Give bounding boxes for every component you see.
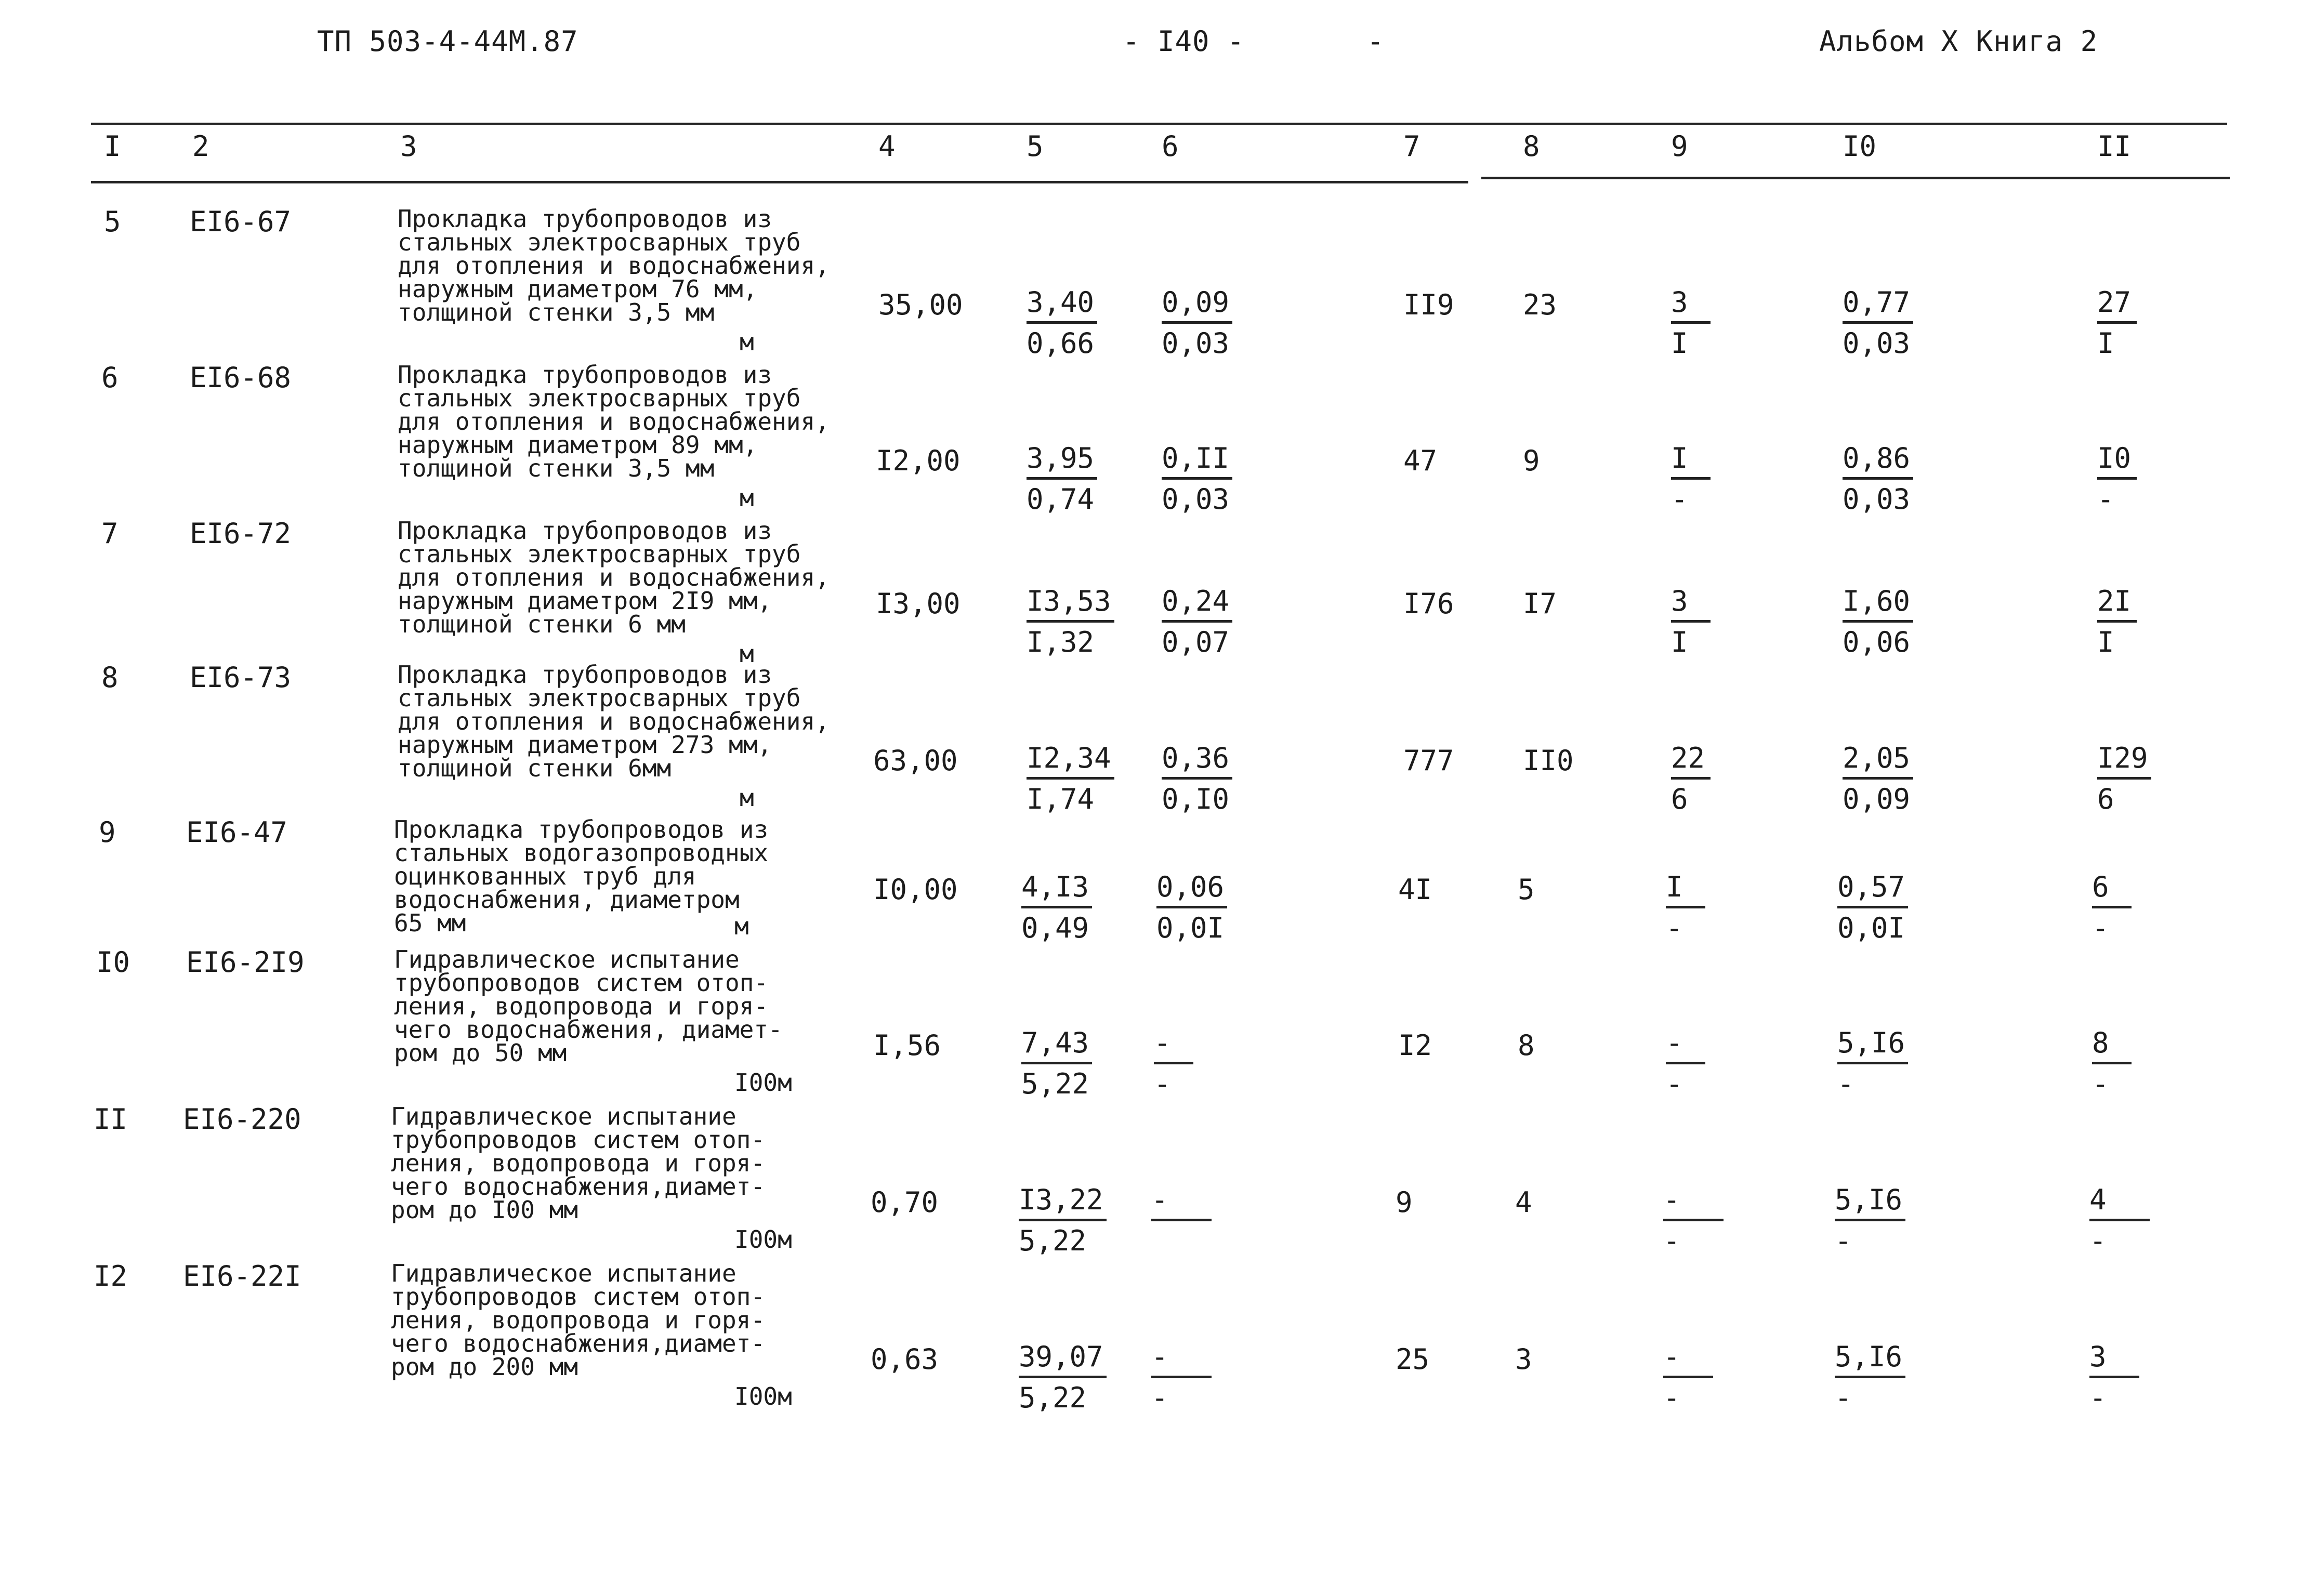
- row-number: I2: [94, 1260, 128, 1292]
- denominator: -: [1671, 483, 1688, 516]
- denominator: 0,74: [1027, 483, 1095, 516]
- row-number: 5: [104, 205, 121, 238]
- denominator: 0,06: [1843, 626, 1911, 658]
- numerator: -: [1666, 1025, 1705, 1064]
- denominator: -: [2092, 1067, 2109, 1100]
- denominator: 0,66: [1027, 327, 1095, 360]
- labor-fraction: [1843, 741, 1913, 817]
- cost-fraction: [1027, 441, 1097, 517]
- numerator: 39,07: [1019, 1339, 1107, 1378]
- denominator: 0,I0: [1162, 783, 1230, 815]
- numerator: 8: [2092, 1025, 2132, 1064]
- numerator: 3: [2089, 1339, 2139, 1378]
- denominator: -: [2092, 912, 2109, 944]
- numerator: 3: [1671, 285, 1711, 324]
- quantity: I3,00: [876, 587, 961, 620]
- denominator: 0,0I: [1156, 912, 1225, 944]
- denominator: 5,22: [1021, 1067, 1089, 1100]
- numerator: 2I: [2097, 584, 2137, 623]
- quantity: 63,00: [873, 744, 958, 777]
- cost-fraction: [1019, 1339, 1107, 1416]
- total-cost: I2: [1398, 1029, 1432, 1062]
- row-number: 9: [99, 816, 116, 849]
- labor-total-fraction: [2092, 1025, 2132, 1102]
- numerator: 0,77: [1843, 285, 1913, 324]
- page-number: - I40 -: [1123, 25, 1245, 58]
- total-cost: II9: [1403, 288, 1454, 321]
- denominator: -: [1663, 1381, 1680, 1414]
- denominator: -: [1663, 1224, 1680, 1257]
- cost-fraction: [1027, 285, 1097, 361]
- quantity: I2,00: [876, 444, 961, 477]
- labor-fraction: [1843, 584, 1913, 660]
- wages: 3: [1515, 1343, 1532, 1376]
- work-description: Прокладка трубопроводов из стальных электросварных труб для отопления и водоснабжения, наружным диаметром 89 мм, толщиной стенки 3,5 мм: [398, 361, 830, 482]
- denominator: -: [2097, 483, 2114, 516]
- numerator: I,60: [1843, 584, 1913, 623]
- denominator: 5,22: [1019, 1381, 1087, 1414]
- denominator: 6: [2097, 783, 2114, 815]
- denominator: -: [2089, 1381, 2107, 1414]
- rate-code: EI6-68: [190, 361, 292, 394]
- work-description: Гидравлическое испытание трубопроводов систем отоп- ления, водопровода и горя- чего водоснабжения, диамет- ром до 50 мм: [394, 945, 783, 1067]
- column-header: 8: [1523, 130, 1540, 163]
- rate-code: EI6-2I9: [186, 946, 305, 979]
- denominator: I,74: [1027, 783, 1095, 815]
- labor-fraction: [1835, 1182, 1905, 1259]
- numerator: 0,86: [1843, 441, 1913, 480]
- machine-fraction: [1156, 869, 1227, 946]
- numerator: 2,05: [1843, 741, 1913, 780]
- wages: 23: [1523, 288, 1557, 321]
- wages: 9: [1523, 444, 1540, 477]
- column-header: I: [104, 130, 121, 163]
- total-cost: 9: [1396, 1186, 1413, 1219]
- row-number: I0: [96, 946, 130, 979]
- labor-total-fraction: [2097, 441, 2137, 517]
- labor-total-fraction: [2089, 1182, 2150, 1259]
- header-bottom-rule-left: [91, 181, 1468, 183]
- numerator: -: [1663, 1339, 1713, 1378]
- rate-code: EI6-22I: [183, 1260, 301, 1292]
- total-cost: 777: [1403, 744, 1454, 777]
- unit: I00м: [734, 1382, 792, 1410]
- row-number: 8: [101, 661, 119, 694]
- denominator: I: [1671, 626, 1688, 658]
- row-number: 7: [101, 517, 119, 550]
- denominator: -: [1666, 912, 1683, 944]
- cost-fraction: [1021, 869, 1092, 946]
- denominator: 0,09: [1843, 783, 1911, 815]
- numerator: I: [1666, 869, 1705, 908]
- unit: м: [740, 784, 754, 812]
- work-description: Прокладка трубопроводов из стальных водогазопроводных оцинкованных труб для водоснабжения, диаметром 65 мм: [394, 815, 769, 937]
- numerator: -: [1151, 1182, 1212, 1221]
- machine-fraction: [1162, 584, 1232, 660]
- row-number: 6: [101, 361, 119, 394]
- header-bottom-rule-right: [1481, 177, 2230, 179]
- numerator: 27: [2097, 285, 2137, 324]
- numerator: -: [1151, 1339, 1212, 1378]
- machine-total-fraction: [1663, 1182, 1724, 1259]
- machine-fraction: [1162, 285, 1232, 361]
- column-header: 5: [1027, 130, 1044, 163]
- machine-total-fraction: [1671, 741, 1711, 817]
- cost-fraction: [1027, 584, 1114, 660]
- denominator: -: [1154, 1067, 1171, 1100]
- numerator: 3,40: [1027, 285, 1097, 324]
- numerator: 4,I3: [1021, 869, 1092, 908]
- work-description: Прокладка трубопроводов из стальных электросварных труб для отопления и водоснабжения, наружным диаметром 2I9 мм, толщиной стенки 6 мм: [398, 517, 830, 638]
- labor-fraction: [1837, 869, 1908, 946]
- labor-fraction: [1835, 1339, 1905, 1416]
- machine-fraction: [1151, 1182, 1212, 1223]
- denominator: -: [1835, 1224, 1852, 1257]
- numerator: 0,36: [1162, 741, 1232, 780]
- denominator: 0,49: [1021, 912, 1089, 944]
- labor-total-fraction: [2097, 741, 2151, 817]
- rate-code: EI6-73: [190, 661, 292, 694]
- denominator: 0,03: [1843, 483, 1911, 516]
- column-header: 4: [878, 130, 896, 163]
- rate-code: EI6-47: [186, 816, 288, 849]
- numerator: 0,06: [1156, 869, 1227, 908]
- quantity: 0,63: [871, 1343, 939, 1376]
- unit: I00м: [734, 1069, 792, 1097]
- numerator: 0,24: [1162, 584, 1232, 623]
- machine-fraction: [1162, 441, 1232, 517]
- numerator: I: [1671, 441, 1711, 480]
- denominator: 0,03: [1162, 327, 1230, 360]
- cost-fraction: [1021, 1025, 1092, 1102]
- numerator: -: [1663, 1182, 1724, 1221]
- machine-fraction: [1162, 741, 1232, 817]
- labor-total-fraction: [2097, 584, 2137, 660]
- labor-fraction: [1843, 441, 1913, 517]
- quantity: I0,00: [873, 873, 958, 906]
- denominator: 5,22: [1019, 1224, 1087, 1257]
- column-header: 9: [1671, 130, 1688, 163]
- denominator: -: [1835, 1381, 1852, 1414]
- labor-total-fraction: [2089, 1339, 2139, 1416]
- denominator: I: [2097, 626, 2114, 658]
- quantity: 0,70: [871, 1186, 939, 1219]
- rate-code: EI6-220: [183, 1103, 301, 1136]
- labor-total-fraction: [2092, 869, 2132, 946]
- unit: м: [740, 640, 754, 668]
- album-label: Альбом X Книга 2: [1819, 25, 2098, 58]
- denominator: I: [1671, 327, 1688, 360]
- numerator: 5,I6: [1835, 1182, 1905, 1221]
- wages: 5: [1518, 873, 1535, 906]
- quantity: I,56: [873, 1029, 941, 1062]
- machine-fraction: [1151, 1339, 1212, 1416]
- denominator: -: [1837, 1067, 1854, 1100]
- wages: 8: [1518, 1029, 1535, 1062]
- numerator: 22: [1671, 741, 1711, 780]
- machine-fraction: [1154, 1025, 1193, 1102]
- denominator: 0,03: [1162, 483, 1230, 516]
- labor-fraction: [1837, 1025, 1908, 1102]
- total-cost: 47: [1403, 444, 1438, 477]
- column-header: 2: [192, 130, 209, 163]
- work-description: Гидравлическое испытание трубопроводов систем отоп- ления, водопровода и горя- чего водоснабжения,диамет- ром до 200 мм: [391, 1259, 766, 1381]
- numerator: 4: [2089, 1182, 2150, 1221]
- machine-total-fraction: [1663, 1339, 1713, 1416]
- wages: II0: [1523, 744, 1574, 777]
- machine-total-fraction: [1671, 441, 1711, 517]
- table-top-rule: [91, 123, 2227, 125]
- unit: I00м: [734, 1225, 792, 1254]
- work-description: Прокладка трубопроводов из стальных электросварных труб для отопления и водоснабжения, наружным диаметром 76 мм, толщиной стенки 3,5 мм: [398, 205, 830, 326]
- total-cost: I76: [1403, 587, 1454, 620]
- numerator: I2,34: [1027, 741, 1114, 780]
- unit: м: [740, 328, 754, 356]
- numerator: 0,II: [1162, 441, 1232, 480]
- denominator: I,32: [1027, 626, 1095, 658]
- numerator: I3,53: [1027, 584, 1114, 623]
- work-description: Гидравлическое испытание трубопроводов систем отоп- ления, водопровода и горя- чего водоснабжения,диамет- ром до I00 мм: [391, 1102, 766, 1224]
- machine-total-fraction: [1666, 1025, 1705, 1102]
- machine-total-fraction: [1666, 869, 1705, 946]
- column-header: 7: [1403, 130, 1420, 163]
- numerator: -: [1154, 1025, 1193, 1064]
- numerator: 6: [2092, 869, 2132, 908]
- labor-total-fraction: [2097, 285, 2137, 361]
- unit: м: [740, 484, 754, 512]
- rate-code: EI6-72: [190, 517, 292, 550]
- numerator: I3,22: [1019, 1182, 1107, 1221]
- total-cost: 25: [1396, 1343, 1430, 1376]
- numerator: 5,I6: [1837, 1025, 1908, 1064]
- numerator: 5,I6: [1835, 1339, 1905, 1378]
- machine-total-fraction: [1671, 285, 1711, 361]
- wages: 4: [1515, 1186, 1532, 1219]
- column-header: 6: [1162, 130, 1179, 163]
- numerator: 3,95: [1027, 441, 1097, 480]
- denominator: 0,07: [1162, 626, 1230, 658]
- quantity: 35,00: [878, 288, 963, 321]
- machine-total-fraction: [1671, 584, 1711, 660]
- denominator: [1151, 1221, 1212, 1223]
- header-dash: -: [1367, 25, 1385, 58]
- wages: I7: [1523, 587, 1557, 620]
- numerator: 7,43: [1021, 1025, 1092, 1064]
- unit: м: [734, 912, 749, 940]
- numerator: 0,57: [1837, 869, 1908, 908]
- cost-fraction: [1027, 741, 1114, 817]
- rate-code: EI6-67: [190, 205, 292, 238]
- denominator: 0,0I: [1837, 912, 1905, 944]
- denominator: 6: [1671, 783, 1688, 815]
- cost-fraction: [1019, 1182, 1107, 1259]
- work-description: Прокладка трубопроводов из стальных электросварных труб для отопления и водоснабжения, наружным диаметром 273 мм, толщиной стенки 6мм: [398, 661, 830, 782]
- column-header: II: [2097, 130, 2132, 163]
- numerator: I29: [2097, 741, 2151, 780]
- numerator: 3: [1671, 584, 1711, 623]
- row-number: II: [94, 1103, 128, 1136]
- denominator: -: [1151, 1381, 1168, 1414]
- column-header: I0: [1843, 130, 1877, 163]
- document-code: ТП 503-4-44М.87: [317, 25, 578, 58]
- denominator: I: [2097, 327, 2114, 360]
- total-cost: 4I: [1398, 873, 1432, 906]
- numerator: 0,09: [1162, 285, 1232, 324]
- denominator: -: [2089, 1224, 2107, 1257]
- numerator: I0: [2097, 441, 2137, 480]
- denominator: -: [1666, 1067, 1683, 1100]
- denominator: 0,03: [1843, 327, 1911, 360]
- labor-fraction: [1843, 285, 1913, 361]
- column-header: 3: [400, 130, 417, 163]
